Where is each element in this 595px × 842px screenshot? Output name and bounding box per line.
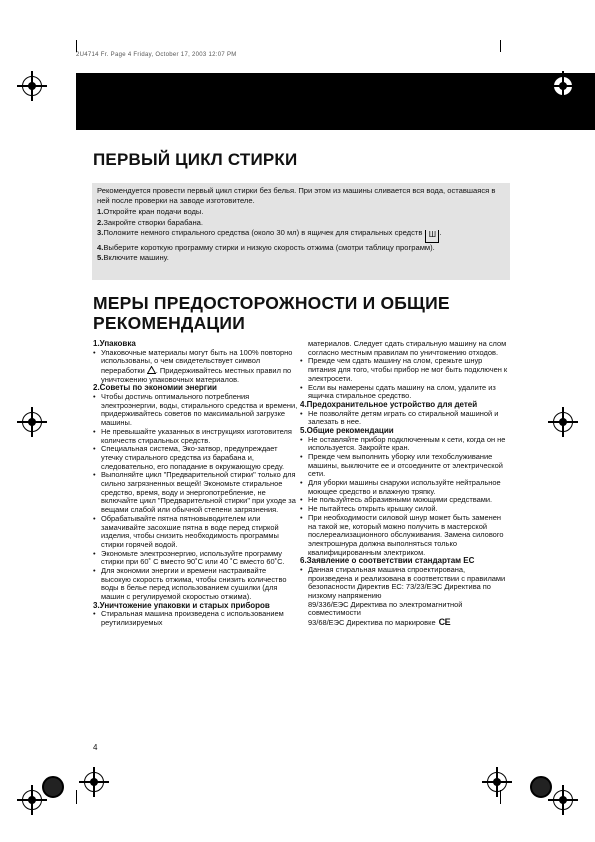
registration-mark-icon [84, 772, 104, 792]
registration-mark-icon [22, 790, 42, 810]
first-wash-steps [97, 207, 506, 263]
list-item: • Не позволяйте детям играть со стиральной машиной и залезать в нее. [300, 410, 510, 427]
list-item: • Не пытайтесь открыть крышку силой. [300, 505, 510, 514]
list-item: • Упаковочные материалы могут быть на 100% повторно использованы, о чем свидетельствует символ переработки . Придерживайтесь местных правил по уничтожению упаковочных материалов. [93, 349, 298, 385]
list-item: • Для экономии энергии и времени настраивайте высокую скорость отжима, чтобы снизить количество воды в белье перед использованием сушилки (для машин с регулируемой скоростью отжима). [93, 567, 298, 602]
list-item: 4.Выберите короткую программу стирки и низкую скорость отжима (смотри таблицу программ). [97, 242, 435, 252]
list-item: • Данная стиральная машина спроектирована, произведена и реализована в соответствии с правилами безопасности Директив ЕС: 73/23/ЕЭС Директива по низкому напряжению [300, 566, 510, 601]
right-column [300, 340, 510, 628]
list-item: • Стиральная машина произведена с использованием реутилизируемых [93, 610, 298, 627]
registration-mark-icon [553, 76, 573, 96]
section-heading: 1.Упаковка [93, 339, 136, 348]
black-band [76, 73, 595, 130]
list-item: • Не оставляйте прибор подключенным к сети, когда он не используется. Закройте кран. [300, 436, 510, 453]
list-item: • Не пользуйтесь абразивными моющими средствами. [300, 496, 510, 505]
paragraph: материалов. Следует сдать стиральную машину на слом согласно местным правилам по уничтожению отходов. [308, 339, 507, 357]
list-item: • Для уборки машины снаружи используйте нейтральное моющее средство и влажную тряпку. [300, 479, 510, 496]
list-item: • Экономьте электроэнергию, используйте программу стирки при 60˚ С вместо 90˚С или 40 ˚С вместо 60˚С. [93, 550, 298, 567]
list-item: • Чтобы достичь оптимального потребления электроэнергии, воды, стирального средства и времени, придерживайтесь советов по максимальной загрузке машины. [93, 393, 298, 428]
section-heading: 5.Общие рекомендации [300, 425, 394, 435]
crop-mark [500, 40, 501, 52]
list-item: • При необходимости силовой шнур может быть заменен на такой же, который можно получить в мастерской послереализационного обслуживания. Замена силового электрошнура должна выполняться только квалифицированным электриком. [300, 514, 510, 558]
left-column [93, 340, 298, 628]
section-heading: 3.Уничтожение упаковки и старых приборов [93, 600, 270, 610]
list-item: • Прежде чем сдать машину на слом, срежьте шнур питания для того, чтобы прибор не мог быть подключен к электросети. [300, 357, 510, 383]
list-item: 3.Положите немного стирального средства (около 30 мл) в ящичек для стиральных средств Ш . [97, 228, 506, 243]
registration-mark-icon [553, 412, 573, 432]
list-item: 5.Включите машину. [97, 253, 169, 263]
section-heading: 4.Предохранительное устройство для детей [300, 399, 478, 409]
list-item: • Обрабатывайте пятна пятновыводителем или замачивайте засохшие пятна в воде перед стиркой изделия, чтобы снизить необходимость программы стирки горячей водой. [93, 515, 298, 550]
registration-mark-icon [22, 412, 42, 432]
page-number: 4 [93, 743, 98, 752]
first-wash-box [92, 183, 510, 280]
crop-mark [76, 790, 77, 804]
print-meta-line: 2U4714 Fr. Page 4 Friday, October 17, 2003 12:07 PM [76, 52, 237, 58]
list-item: 1.Откройте кран подачи воды. [97, 207, 204, 217]
list-item: • Не превышайте указанных в инструкциях изготовителя количеств стиральных средств. [93, 428, 298, 445]
first-wash-title: ПЕРВЫЙ ЦИКЛ СТИРКИ [93, 150, 298, 169]
registration-mark-icon [22, 76, 42, 96]
safety-title: МЕРЫ ПРЕДОСТОРОЖНОСТИ И ОБЩИЕ РЕКОМЕНДАЦИИ [93, 293, 450, 333]
section-heading: 6.Заявление о соответствии стандартам ЕС [300, 556, 475, 566]
first-wash-intro: Рекомендуется провести первый цикл стирки без белья. При этом из машины сливается вся вода, оставшаяся в ней после проверки на заводе изготовителе. [97, 186, 496, 206]
list-item: • Специальная система, Эко-затвор, предупреждает утечку стирального средства из барабана и, следовательно, его попадание в окружающую среду. [93, 445, 298, 471]
list-item: • Прежде чем выполнить уборку или техобслуживание машины, выключите ее и отсоедините от электрической сети. [300, 453, 510, 479]
list-item: 2.Закройте створки барабана. [97, 217, 204, 227]
list-item: • Выполняйте цикл "Предварительной стирки" только для сильно загрязненных вещей! Экономьте стиральное средство, время, воду и энергопотребление, не включайте цикл "Предварительной стирки" при уходе за вещами слабой или обычной степени загрязнения. [93, 471, 298, 515]
recycle-icon [147, 366, 156, 374]
color-bar-dot [530, 776, 552, 798]
list-item: • Если вы намерены сдать машину на слом, удалите из ящичка стиральное средство. [300, 384, 510, 401]
paragraph: 93/68/ЕЭС Директива по маркировке CE [308, 617, 451, 628]
section-heading: 2.Советы по экономии энергии [93, 383, 217, 393]
paragraph: 89/336/ЕЭС Директива по электромагнитной совместимости [308, 599, 463, 618]
header-band [0, 0, 595, 130]
crop-mark [500, 790, 501, 804]
ce-mark-icon: CE [438, 617, 451, 628]
color-bar-dot [42, 776, 64, 798]
registration-mark-icon [553, 790, 573, 810]
registration-mark-icon [487, 772, 507, 792]
crop-mark [76, 40, 77, 52]
detergent-drawer-icon: Ш [425, 230, 439, 243]
